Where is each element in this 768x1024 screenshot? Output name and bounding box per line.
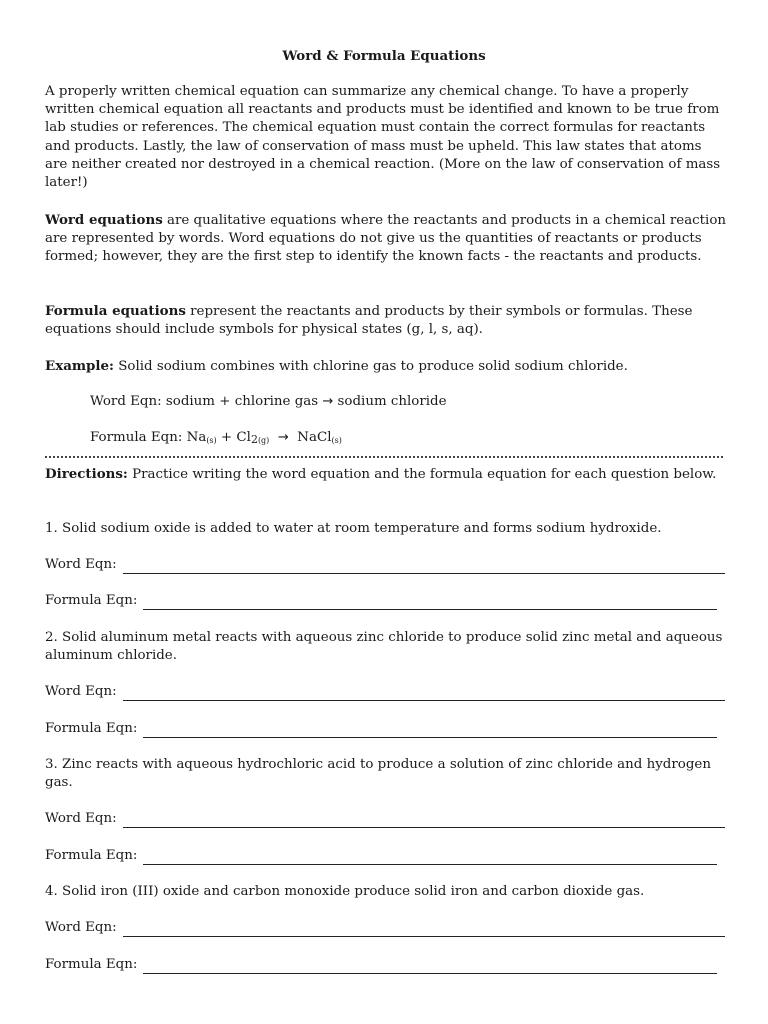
formula-eqn-label: Formula Eqn: — [45, 721, 138, 736]
question-2: 2. Solid aluminum metal reacts with aqueous zinc chloride to produce solid zinc metal and aqueous aluminum chloride. — [45, 630, 723, 664]
formula-equation-text: represent the reactants and products by their symbols or formulas. These equations should include symbols for physical states (g, l, s, aq). — [45, 304, 693, 338]
example-text: Solid sodium combines with chlorine gas to produce solid sodium chloride. — [113, 359, 628, 374]
example-word-equation — [90, 393, 447, 411]
q4-formula-eqn-row — [45, 956, 717, 974]
question-4: 4. Solid iron (III) oxide and carbon monoxide produce solid iron and carbon dioxide gas. — [45, 884, 645, 899]
word-equation-term: Word equations — [45, 212, 163, 228]
example-word-eqn-lhs: sodium + chlorine gas — [165, 394, 323, 409]
q3-word-eqn-row — [45, 810, 725, 828]
example-word-eqn-rhs: sodium chloride — [333, 394, 447, 409]
question-3: 3. Zinc reacts with aqueous hydrochloric acid to produce a solution of zinc chloride and hydrogen gas. — [45, 757, 711, 791]
formula-plus-chlorine: + Cl — [216, 430, 251, 445]
dotted-divider — [45, 456, 723, 458]
q3-formula-eqn-blank[interactable] — [143, 851, 717, 865]
word-equation-text: are qualitative equations where the reactants and products in a chemical reaction are represented by words. Word equations do not give us the quantities of reactants or products formed; however, they are the first step to identify the known facts - the reactants and products. — [45, 213, 727, 265]
state-solid-sodium-chloride: (s) — [331, 436, 342, 445]
example-formula-eqn-label: Formula Eqn: — [90, 430, 187, 445]
formula-eqn-label: Formula Eqn: — [45, 848, 138, 863]
q3-word-eqn-blank[interactable] — [123, 814, 725, 828]
q1-formula-eqn-row — [45, 592, 717, 610]
word-eqn-label: Word Eqn: — [45, 920, 117, 935]
word-eqn-label: Word Eqn: — [45, 811, 117, 826]
example-label: Example: — [45, 358, 114, 374]
chlorine-subscript: 2 — [250, 433, 258, 446]
formula-eqn-label: Formula Eqn: — [45, 957, 138, 972]
state-solid-sodium: (s) — [206, 436, 217, 445]
example-word-eqn-label: Word Eqn: — [90, 394, 166, 409]
formula-sodium-chloride: NaCl — [297, 430, 332, 445]
q2-formula-eqn-blank[interactable] — [143, 724, 717, 738]
arrow-icon: → — [277, 430, 289, 445]
directions — [45, 465, 727, 484]
question-1: 1. Solid sodium oxide is added to water at room temperature and forms sodium hydroxide. — [45, 521, 662, 536]
q1-word-eqn-row — [45, 556, 725, 574]
q2-word-eqn-blank[interactable] — [123, 687, 725, 701]
q2-formula-eqn-row — [45, 720, 717, 738]
formula-sodium: Na — [186, 430, 207, 445]
q4-word-eqn-blank[interactable] — [123, 923, 725, 937]
formula-eqn-label: Formula Eqn: — [45, 593, 138, 608]
intro-paragraph: A properly written chemical equation can summarize any chemical change. To have a properly written chemical equation all reactants and products must be identified and known to be true from lab studies or references. The chemical equation must contain the correct formulas for reactants and products. Lastly, the law of conservation of mass must be upheld. This law states that atoms are neither created nor destroyed in a chemical reaction. (More on the law of conservation of mass later!) — [45, 84, 721, 191]
formula-equation-definition — [45, 302, 727, 339]
formula-equation-term: Formula equations — [45, 303, 186, 319]
example-formula-equation — [90, 429, 342, 450]
example-statement — [45, 357, 727, 376]
directions-label: Directions: — [45, 466, 128, 482]
word-equation-definition — [45, 211, 727, 267]
q4-word-eqn-row — [45, 919, 725, 937]
word-eqn-label: Word Eqn: — [45, 557, 117, 572]
arrow-icon: → — [322, 394, 334, 409]
q1-word-eqn-blank[interactable] — [123, 560, 725, 574]
page-title: Word & Formula Equations — [282, 48, 486, 64]
word-eqn-label: Word Eqn: — [45, 684, 117, 699]
q1-formula-eqn-blank[interactable] — [143, 596, 717, 610]
q4-formula-eqn-blank[interactable] — [143, 960, 717, 974]
directions-text: Practice writing the word equation and the formula equation for each question below. — [127, 467, 717, 482]
q2-word-eqn-row — [45, 683, 725, 701]
state-gas-chlorine: (g) — [257, 436, 270, 445]
q3-formula-eqn-row — [45, 847, 717, 865]
